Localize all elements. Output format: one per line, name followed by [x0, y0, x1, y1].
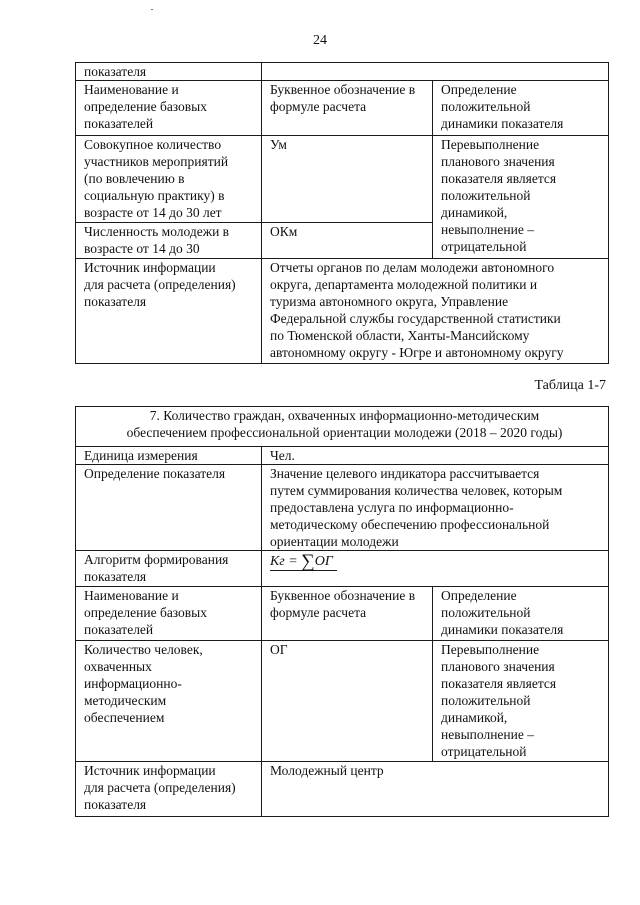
table-caption: Таблица 1-7 [534, 378, 606, 393]
unit-label: Единица измерения [76, 447, 262, 465]
formula-lhs: Кг = [270, 554, 298, 569]
algorithm-label: Алгоритм формирования показателя [76, 551, 262, 587]
page-number: 24 [313, 33, 327, 48]
info-source-label: Источник информации для расчета (определения) показателя [76, 259, 262, 364]
base-indicators-label: Наименование и определение базовых показателей [76, 81, 262, 136]
people-symbol: ОГ [262, 641, 433, 762]
definition-label: Определение показателя [76, 465, 262, 551]
info-source-value: Отчеты органов по делам молодежи автономного округа, департамента молодежной политики и туризма автономного округа, Управление Федеральной службы государственной статистики по Тюменской области, Ханты-Мансийскому автономному округу - Югре и автономному округу [262, 259, 609, 364]
dynamics-description: Перевыполнение планового значения показателя является положительной динамикой, невыполнение – отрицательной [433, 641, 609, 762]
positive-dynamics-label: Определение положительной динамики показателя [433, 81, 609, 136]
letter-designation-label: Буквенное обозначение в формуле расчета [262, 587, 433, 641]
positive-dynamics-label: Определение положительной динамики показателя [433, 587, 609, 641]
indicator-table-6-continued [75, 62, 609, 364]
scan-artifact [151, 9, 153, 10]
formula-rhs: ОГ [314, 554, 333, 569]
youth-symbol: ОКм [262, 223, 433, 259]
sum-symbol: ∑ [301, 551, 315, 572]
dynamics-description: Перевыполнение планового значения показателя является положительной динамикой, невыполнение – отрицательной [433, 136, 609, 259]
people-count-label: Количество человек, охваченных информационно- методическим обеспечением [76, 641, 262, 762]
indicator-table-7 [75, 406, 609, 817]
algorithm-formula-cell [262, 551, 609, 587]
header-continuation-cell: показателя [76, 63, 262, 81]
formula [270, 551, 337, 571]
youth-count-label: Численность молодежи в возрасте от 14 до 30 [76, 223, 262, 259]
participants-count-label: Совокупное количество участников мероприятий (по вовлечению в социальную практику) в возрасте от 14 до 30 лет [76, 136, 262, 223]
table-title: 7. Количество граждан, охваченных информационно-методическим обеспечением профессиональной ориентации молодежи (2018 – 2020 годы) [76, 407, 609, 447]
participants-symbol: Ум [262, 136, 433, 223]
info-source-label: Источник информации для расчета (определения) показателя [76, 762, 262, 817]
base-indicators-label: Наименование и определение базовых показателей [76, 587, 262, 641]
empty-cell [262, 63, 609, 81]
info-source-value: Молодежный центр [262, 762, 609, 817]
letter-designation-label: Буквенное обозначение в формуле расчета [262, 81, 433, 136]
definition-value: Значение целевого индикатора рассчитывается путем суммирования количества человек, которым предоставлена услуга по информационно- методическому обеспечению профессиональной ориентации молодежи [262, 465, 609, 551]
unit-value: Чел. [262, 447, 609, 465]
